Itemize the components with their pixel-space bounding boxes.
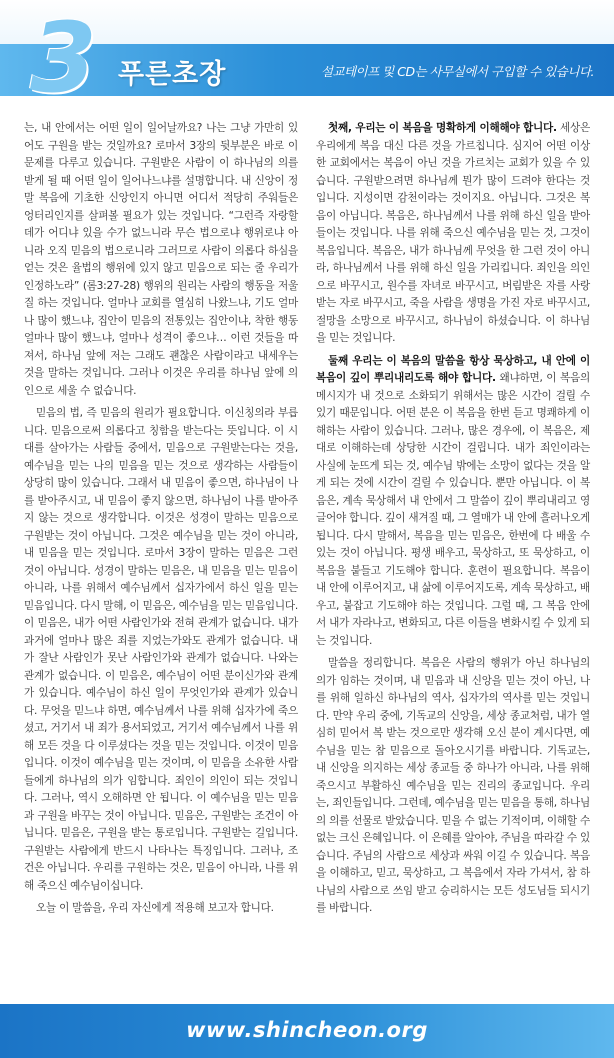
right-paragraph-summary: 말씀을 정리합니다. 복음은 사람의 행위가 아닌 하나님의 의가 임하는 것이며, 내 믿음과 내 신앙을 믿는 것이 아닌, 나를 위해 일하신 하나님의 역사, 십자가의 역사를 믿는 것입니다. 만약 우리 중에, 기독교의 신앙을, 세상 종교처럼, 내가 열심히 믿어서 복 받는 것으로만 생각해 오신 분이 계시다면, 예수님을 믿는 참 믿음으로 돌아오시기를 바랍니다. 기독교는, 내 신앙을 의지하는 세상 종교들 중 하나가 아니라, 나를 위해 죽으시고 부활하신 예수님을 믿는 진리의 종교입니다. 우리는, 죄인들입니다. 그런데, 예수님을 믿는 믿음을 통해, 하나님의 의를 선물로 받았습니다. 믿을 수 없는 기적이며, 이해할 수 없는 크신 은혜입니다. 이 은혜를 알아야, 주님을 따라갈 수 있습니다. 주님의 사람으로 세상과 싸워 이길 수 있습니다. 복음을 이해하고, 믿고, 묵상하고, 그 복음에서 자라 가셔서, 참 하나님의 사람으로 쓰임 받고 승리하시는 모든 성도님들 되시기를 바랍니다. [316,657,590,914]
article-body [24,120,590,988]
section-number: 3 [30,2,97,114]
page-footer [0,1004,614,1058]
section-title: 푸른초장 [118,59,227,90]
purchase-notice: 설교테이프 및 CD는 사무실에서 구입할 수 있습니다. [320,64,594,79]
right-section-2 [316,353,590,651]
right-column [316,120,590,988]
point-one-body: 세상은 우리에게 복음 대신 다른 것을 가르칩니다. 심지어 어떤 이상한 교회에서는 복음이 아닌 것을 가르치는 교회가 있을 수 있습니다. 구원받으려면 하나님께 뭔가 많이 드려야 한다는 것입니다. 지성이면 감천이라는 것이지요. 아닙니다. 그것은 복음이 아닙니다. 복음은, 하나님께서 나를 위해 하신 일을 받아들이는 것입니다. 나를 위해 죽으신 예수님을 믿는 것, 그것이 복음입니다. 복음은, 내가 하나님께 무엇을 한 그런 것이 아니라, 하나님께서 나를 위해 하신 일을 가리킵니다. 죄인을 의인으로 바꾸시고, 원수를 자녀로 바꾸시고, 버림받은 자를 사랑받는 자로 바꾸시고, 죽을 사람을 생명을 가진 자로 바꾸시고, 절망을 소망으로 바꾸시고, 하나님이 하셨습니다. 이 하나님을 믿는 것입니다. [316,122,590,344]
point-two-heading: 둘째 우리는 이 복음의 말씀을 항상 묵상하고, 내 안에 이 복음이 깊이 뿌리내리도록 해야 합니다. [316,354,590,384]
left-paragraph-3: 오늘 이 말씀을, 우리 자신에게 적용해 보고자 합니다. [36,902,274,914]
point-one-heading: 첫째, 우리는 이 복음을 명확하게 이해해야 합니다. [328,122,557,134]
website-link[interactable]: www.shincheon.org [186,1018,428,1042]
left-paragraph-1: 는, 내 안에서는 어떤 일이 일어날까요? 나는 그냥 가만히 있어도 구원을 받는 것일까요? 로마서 3장의 뒷부분은 바로 이 문제를 다루고 있습니다. 구원받은 사람이 이 하나님의 의를 받게 될 때 어떤 일이 일어나느냐를 설명합니다. 내 신앙이 정말 복음에 기초한 신앙인지 아니면 어디서 적당히 주워들은 엉터리인지를 살펴볼 필요가 있는 것입니다. “그런즉 자랑할 데가 어디냐 있을 수가 없느니라 무슨 법으로냐 행위로냐 아니라 오직 믿음의 법으로니라 그러므로 사람이 의롭다 하심을 얻는 것은 율법의 행위에 있지 않고 믿음으로 되는 줄 우리가 인정하노라” (롬3:27-28) 행위의 원리는 사람의 행동을 저울질 하는 것입니다. 얼마나 교회를 열심히 나왔느냐, 기도 얼마나 많이 했느냐, 집안이 믿음의 전통있는 집안이냐, 착한 행동 얼마나 많이 했느냐, 얼마나 성격이 좋으냐… 이런 것들을 따져서, 하나님 앞에 저는 그래도 괜찮은 사람이라고 내세우는 것을 말하는 것입니다. 그러나 이것은 우리를 하나님 앞에 의인으로 세울 수 없습니다. [24,122,298,397]
point-two-body: 왜냐하면, 이 복음의 메시지가 내 것으로 소화되기 위해서는 많은 시간이 걸릴 수 있기 때문입니다. 어떤 분은 이 복음을 한번 듣고 명쾌하게 이해하는 사람이 있습니다. 그러나, 많은 경우에, 이 복음은, 제대로 이해하는데 상당한 시간이 걸립니다. 내가 죄인이라는 사실에 눈뜨게 되는 것, 예수님 밖에는 소망이 없다는 것을 알게 되는 것에 시간이 걸릴 수 있습니다. 뿐만 아닙니다. 이 복음은, 계속 묵상해서 내 안에서 그 말씀이 깊이 뿌리내리고 영글어야 합니다. 깊이 새겨질 때, 그 열매가 내 안에 흘러나오게 됩니다. 다시 말해서, 복음을 믿는 믿음은, 한번에 다 배울 수 있는 것이 아닙니다. 평생 배우고, 묵상하고, 또 묵상하고, 이 복음을 붙들고 기도해야 합니다. 훈련이 필요합니다. 복음이 내 안에 이루어지고, 내 삶에 이루어지도록, 계속 묵상하고, 배우고, 붙잡고 기도해야 하는 것입니다. 그럴 때, 그 복음 안에서 내가 자라나고, 변화되고, 다른 이들을 변화시킬 수 있게 되는 것입니다. [316,372,590,647]
page-header [0,0,614,112]
right-section-1 [316,120,590,348]
left-paragraph-2: 믿음의 법, 즉 믿음의 원리가 필요합니다. 이신칭의라 부릅니다. 믿음으로써 의롭다고 칭함을 받는다는 뜻입니다. 이 시대를 살아가는 사람들 중에서, 믿음으로 구원받는다는 것을, 예수님을 믿는 나의 믿음을 믿는 것으로 생각하는 사람들이 상당히 많이 있습니다. 그래서 내 믿음이 좋으면, 하나님이 나를 받아주시고, 내 믿음이 좋지 않으면, 하나님이 나를 받아주지 않는 것으로 생각합니다. 이것은 성경이 말하는 믿음으로 구원받는 것이 아닙니다. 그것은 예수님을 믿는 것이 아니라, 내 믿음을 믿는 것입니다. 로마서 3장이 말하는 믿음은 그런 것이 아닙니다. 성경이 말하는 믿음은, 내 믿음을 믿는 믿음이 아니라, 나를 위해서 예수님께서 십자가에서 하신 일을 믿는 믿음입니다. 다시 말해, 이 믿음은, 예수님을 믿는 믿음입니다. 이 믿음은, 내가 어떤 사람인가와 전혀 관계가 없습니다. 내가 과거에 얼마나 많은 죄를 지었는가와도 관계가 없습니다. 내가 잘난 사람인가 못난 사람인가와 관계가 없습니다. 나와는 관계가 없습니다. 이 믿음은, 예수님이 어떤 분이신가와 관계가 있습니다. 예수님이 하신 일이 무엇인가와 관계가 있습니다. 무엇을 믿느냐 하면, 예수님께서 나를 위해 십자가에 죽으셨고, 거기서 내 죄가 용서되었고, 거기서 예수님께서 나를 위해 모든 것을 다 이루셨다는 것을 믿는 것입니다. 이것이 믿음입니다. 이것이 예수님을 믿는 것이며, 이 믿음을 소유한 사람들에게 하나님의 의가 임합니다. 죄인이 의인이 되는 것입니다. 그러나, 역시 오해하면 안 됩니다. 이 예수님을 믿는 믿음과 구원을 바꾸는 것이 아닙니다. 믿음은, 구원받는 조건이 아닙니다. 믿음은, 구원을 받는 통로입니다. 구원받는 길입니다. 구원받는 사람에게 반드시 나타나는 특징입니다. 그러나, 조건은 아닙니다. 우리를 구원하는 것은, 믿음이 아니라, 나를 위해 죽으신 예수님이십니다. [24,407,298,892]
left-column [24,120,298,988]
